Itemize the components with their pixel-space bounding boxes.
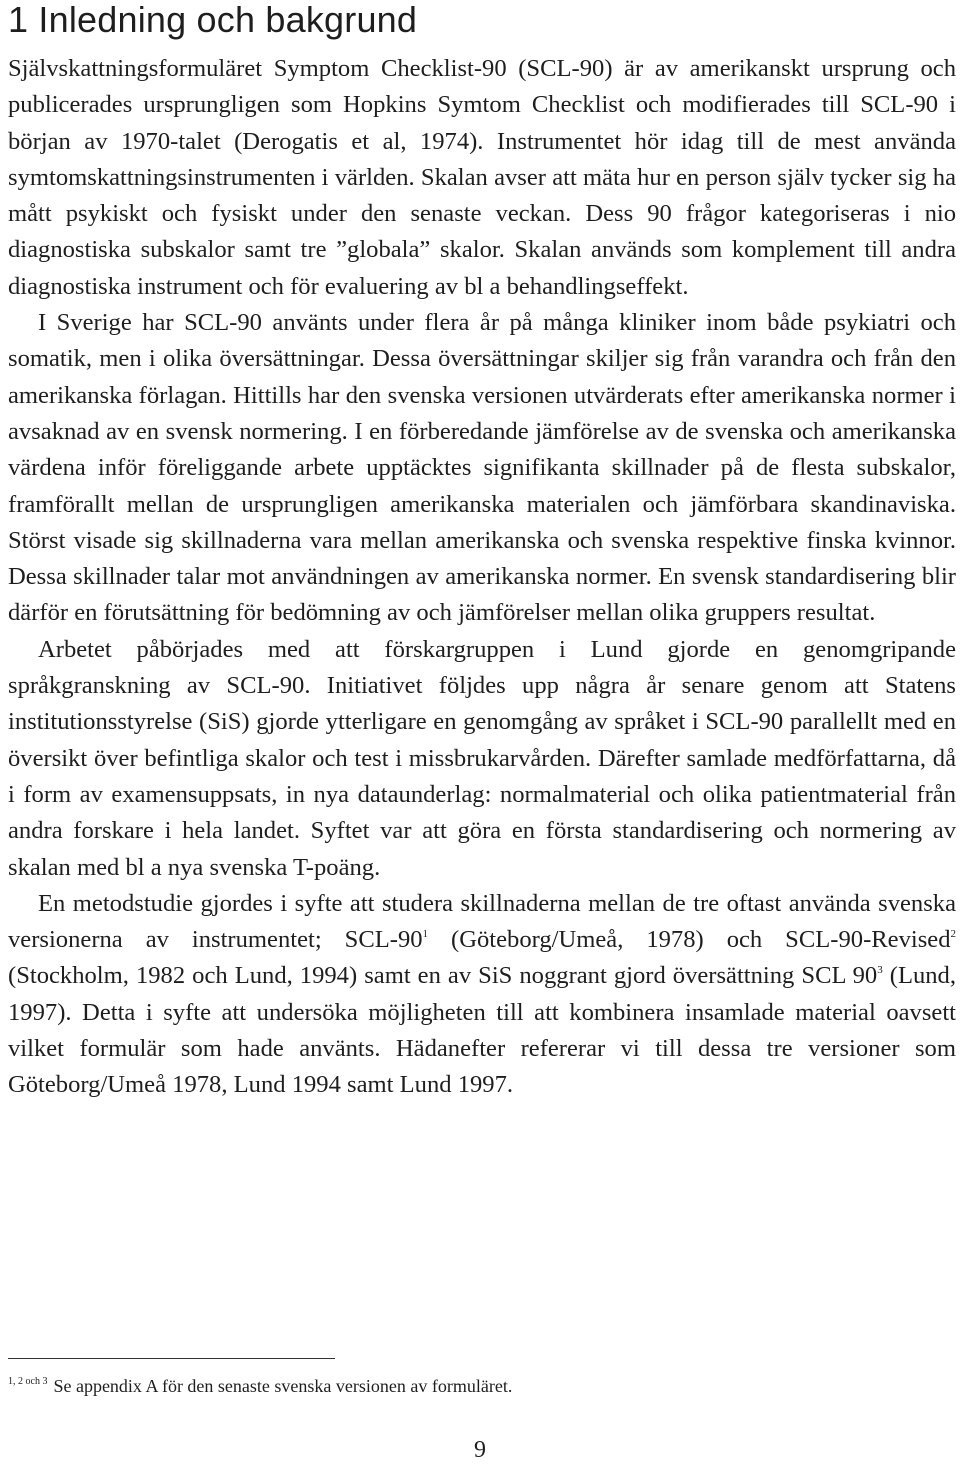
paragraph-4 [8, 886, 956, 1104]
section-heading: 1 Inledning och bakgrund [8, 0, 418, 40]
footnote-ref-2: 2 [950, 928, 956, 941]
paragraph-4-text-a: En metodstudie gjordes i syfte att studera skillnaderna mellan de tre oftast använda svenska versionerna av instrumentet; SCL-90 [8, 889, 956, 954]
paragraph-3: Arbetet påbörjades med att förskargruppen i Lund gjorde en genomgripande språkgranskning av SCL-90. Initiativet följdes upp några år senare genom att Statens institutionsstyrelse (SiS) gjorde ytterligare en genomgång av språket i SCL-90 parallellt med en översikt över befintliga skalor och test i missbrukarvården. Därefter samlade medförfattarna, då i form av examensuppsats, in nya dataunderlag: normalmaterial och olika patientmaterial från andra forskare i hela landet. Syftet var att göra en första standardisering och normering av skalan med bl a nya svenska T-poäng. [8, 635, 956, 881]
paragraph-4-text-b: (Göteborg/Umeå, 1978) och SCL-90-Revised [428, 926, 951, 954]
page-number: 9 [474, 1437, 486, 1463]
body-text [8, 51, 956, 1104]
footnote-ref-1: 1 [422, 928, 429, 941]
footnote-text: Se appendix A för den senaste svenska versionen av formuläret. [53, 1376, 513, 1396]
document-page [8, 0, 956, 1104]
footnote [8, 1374, 512, 1398]
paragraph-2: I Sverige har SCL-90 använts under flera år på många kliniker inom både psykiatri och somatik, men i olika översättningar. Dessa översättningar skiljer sig från varandra och från den amerikanska förlagan. Hittills har den svenska versionen utvärderats efter amerikanska normer i avsaknad av en svensk normering. I en förberedande jämförelse av de svenska och amerikanska värdena inför föreliggande arbete upptäcktes signifikanta skillnader på de flesta subskalor, framförallt mellan de ursprungligen amerikanska materialen och jämförbara skandinaviska. Störst visade sig skillnaderna vara mellan amerikanska och svenska respektive finska kvinnor. Dessa skillnader talar mot användningen av amerikanska normer. En svensk standardisering blir därför en förutsättning för bedömning av och jämförelser mellan olika gruppers resultat. [8, 309, 956, 627]
paragraph-4-text-d: (Lund, 1997). Detta i syfte att undersöka möjligheten till att kombinera insamlade material oavsett vilket formulär som hade använts. Hädanefter refererar vi till dessa tre versioner som Göteborg/Umeå 1978, Lund 1994 samt Lund 1997. [8, 962, 957, 1099]
footnote-marker: 1, 2 och 3 [8, 1376, 48, 1387]
footnote-divider [8, 1358, 335, 1359]
paragraph-4-text-c: (Stockholm, 1982 och Lund, 1994) samt en av SiS noggrant gjord översättning SCL 90 [8, 962, 878, 990]
paragraph-1: Självskattningsformuläret Symptom Checklist-90 (SCL-90) är av amerikanskt ursprung och publicerades ursprungligen som Hopkins Symtom Checklist och modifierades till SCL-90 i början av 1970-talet (Derogatis et al, 1974). Instrumentet hör idag till de mest använda symtomskattningsinstrumenten i världen. Skalan avser att mäta hur en person själv tycker sig ha mått psykiskt och fysiskt under den senaste veckan. Dess 90 frågor kategoriseras i nio diagnostiska subskalor samt tre ”globala” skalor. Skalan används som komplement till andra diagnostiska instrument och för evaluering av bl a behandlingseffekt. [8, 55, 956, 300]
footnote-ref-3: 3 [877, 964, 883, 977]
